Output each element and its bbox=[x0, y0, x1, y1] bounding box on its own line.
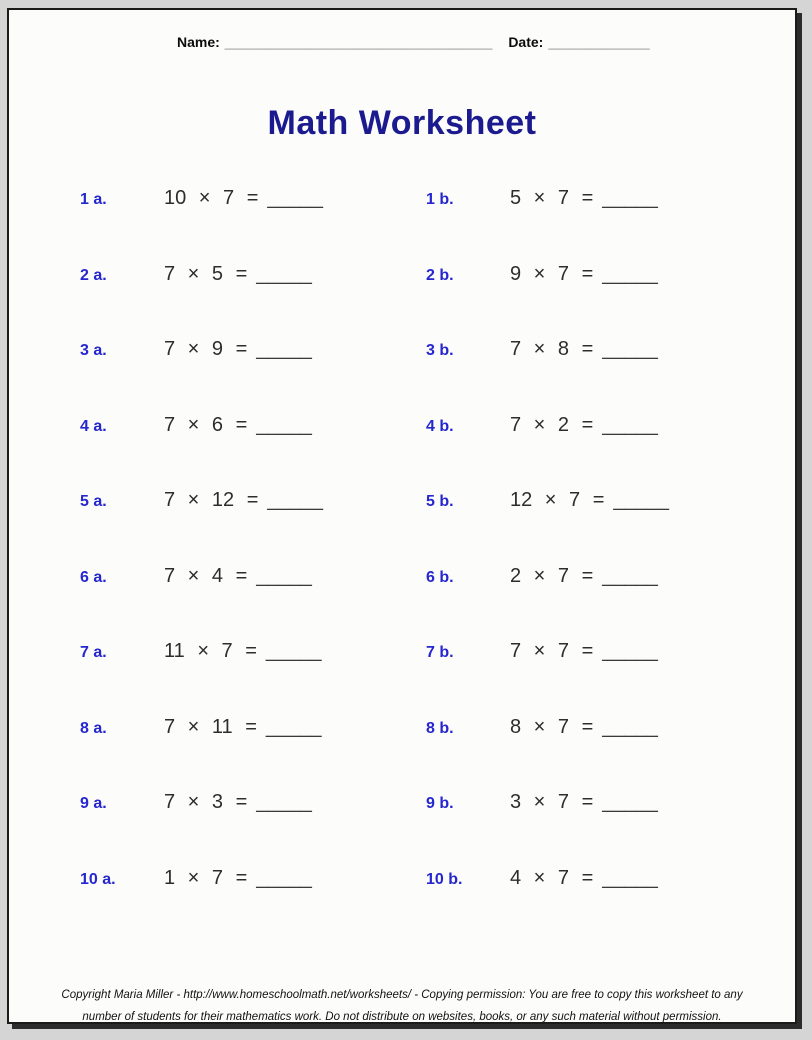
answer-blank: _____ bbox=[265, 640, 322, 663]
problem-expression: 9 × 7 = bbox=[510, 262, 594, 285]
date-label: Date: bbox=[508, 34, 544, 50]
problem-number-label: 10 a. bbox=[80, 870, 116, 888]
copyright-line-2: number of students for their mathematics work. Do not distribute on websites, books, or any such material without permission. bbox=[82, 1011, 722, 1023]
problem-cell-a bbox=[80, 867, 426, 890]
problem-expression: 2 × 7 = bbox=[510, 564, 594, 587]
problem-number-label: 6 b. bbox=[426, 568, 454, 586]
worksheet-page bbox=[7, 8, 797, 1024]
answer-blank: _____ bbox=[267, 187, 324, 210]
problems-grid bbox=[9, 161, 795, 916]
answer-blank: _____ bbox=[602, 413, 658, 436]
problem-row bbox=[9, 237, 795, 313]
answer-blank: _____ bbox=[256, 791, 312, 814]
answer-blank: _____ bbox=[256, 338, 312, 361]
answer-blank: _____ bbox=[256, 413, 312, 436]
problem-row bbox=[9, 690, 795, 766]
problem-row bbox=[9, 161, 795, 237]
problem-cell-a bbox=[80, 640, 426, 663]
name-blank-line: _____________________________________ bbox=[224, 35, 493, 50]
problem-expression: 7 × 11 = bbox=[164, 715, 257, 738]
problem-cell-b bbox=[426, 716, 772, 739]
problem-cell-b bbox=[426, 791, 772, 814]
problem-number-label: 3 a. bbox=[80, 342, 107, 360]
problem-cell-a bbox=[80, 187, 426, 210]
answer-blank: _____ bbox=[602, 338, 658, 361]
problem-expression: 8 × 7 = bbox=[510, 715, 594, 738]
problem-cell-a bbox=[80, 489, 426, 512]
problem-number-label: 8 b. bbox=[426, 719, 454, 737]
problem-number-label: 9 a. bbox=[80, 795, 107, 813]
problem-row bbox=[9, 312, 795, 388]
answer-blank: _____ bbox=[267, 489, 324, 512]
problem-cell-a bbox=[80, 414, 426, 437]
problem-expression: 7 × 6 = bbox=[164, 413, 248, 436]
problem-cell-b bbox=[426, 414, 772, 437]
answer-blank: _____ bbox=[602, 791, 658, 814]
page-title: Math Worksheet bbox=[267, 104, 537, 142]
answer-blank: _____ bbox=[613, 489, 670, 512]
problem-expression: 7 × 2 = bbox=[510, 413, 594, 436]
problem-expression: 7 × 3 = bbox=[164, 791, 248, 814]
problem-number-label: 7 a. bbox=[80, 644, 107, 662]
problem-expression: 4 × 7 = bbox=[510, 866, 594, 889]
problem-row bbox=[9, 463, 795, 539]
problem-expression: 3 × 7 = bbox=[510, 791, 594, 814]
problem-number-label: 2 a. bbox=[80, 266, 107, 284]
problem-cell-b bbox=[426, 867, 772, 890]
problem-expression: 1 × 7 = bbox=[164, 866, 248, 889]
problem-row bbox=[9, 614, 795, 690]
problem-expression: 7 × 5 = bbox=[164, 262, 248, 285]
problem-number-label: 8 a. bbox=[80, 719, 107, 737]
answer-blank: _____ bbox=[265, 715, 322, 738]
problem-cell-b bbox=[426, 263, 772, 286]
problem-cell-b bbox=[426, 489, 772, 512]
problem-expression: 7 × 12 = bbox=[164, 489, 259, 512]
problem-cell-a bbox=[80, 791, 426, 814]
problem-cell-a bbox=[80, 263, 426, 286]
copyright-line-1: Copyright Maria Miller - http://www.homeschoolmath.net/worksheets/ - Copying permission: You are free to copy this worksheet to any bbox=[61, 989, 743, 1001]
problem-number-label: 4 a. bbox=[80, 417, 107, 435]
problem-number-label: 1 a. bbox=[80, 191, 107, 209]
problem-number-label: 5 a. bbox=[80, 493, 107, 511]
problem-row bbox=[9, 765, 795, 841]
problem-number-label: 7 b. bbox=[426, 644, 454, 662]
date-blank-line: ______________ bbox=[548, 35, 650, 50]
problem-number-label: 3 b. bbox=[426, 342, 454, 360]
problem-cell-b bbox=[426, 640, 772, 663]
problem-cell-b bbox=[426, 565, 772, 588]
problem-expression: 12 × 7 = bbox=[510, 489, 605, 512]
answer-blank: _____ bbox=[256, 262, 312, 285]
answer-blank: _____ bbox=[602, 640, 658, 663]
answer-blank: _____ bbox=[256, 866, 312, 889]
problem-number-label: 5 b. bbox=[426, 493, 454, 511]
problem-expression: 7 × 9 = bbox=[164, 338, 248, 361]
answer-blank: _____ bbox=[602, 187, 658, 210]
problem-number-label: 9 b. bbox=[426, 795, 454, 813]
problem-cell-b bbox=[426, 338, 772, 361]
problem-cell-a bbox=[80, 716, 426, 739]
problem-number-label: 10 b. bbox=[426, 870, 463, 888]
answer-blank: _____ bbox=[602, 564, 658, 587]
header-row bbox=[177, 34, 650, 50]
answer-blank: _____ bbox=[602, 262, 658, 285]
problem-cell-b bbox=[426, 187, 772, 210]
problem-row bbox=[9, 388, 795, 464]
problem-row bbox=[9, 539, 795, 615]
answer-blank: _____ bbox=[602, 866, 658, 889]
answer-blank: _____ bbox=[256, 564, 312, 587]
problem-number-label: 1 b. bbox=[426, 191, 454, 209]
problem-cell-a bbox=[80, 338, 426, 361]
problem-expression: 5 × 7 = bbox=[510, 187, 594, 210]
name-label: Name: bbox=[177, 34, 220, 50]
problem-expression: 7 × 7 = bbox=[510, 640, 594, 663]
problem-expression: 7 × 4 = bbox=[164, 564, 248, 587]
problem-number-label: 6 a. bbox=[80, 568, 107, 586]
problem-expression: 7 × 8 = bbox=[510, 338, 594, 361]
answer-blank: _____ bbox=[602, 715, 658, 738]
problem-row bbox=[9, 841, 795, 917]
problem-cell-a bbox=[80, 565, 426, 588]
copyright-footer bbox=[9, 984, 795, 1028]
problem-number-label: 4 b. bbox=[426, 417, 454, 435]
problem-expression: 11 × 7 = bbox=[164, 640, 257, 663]
problem-expression: 10 × 7 = bbox=[164, 187, 259, 210]
problem-number-label: 2 b. bbox=[426, 266, 454, 284]
